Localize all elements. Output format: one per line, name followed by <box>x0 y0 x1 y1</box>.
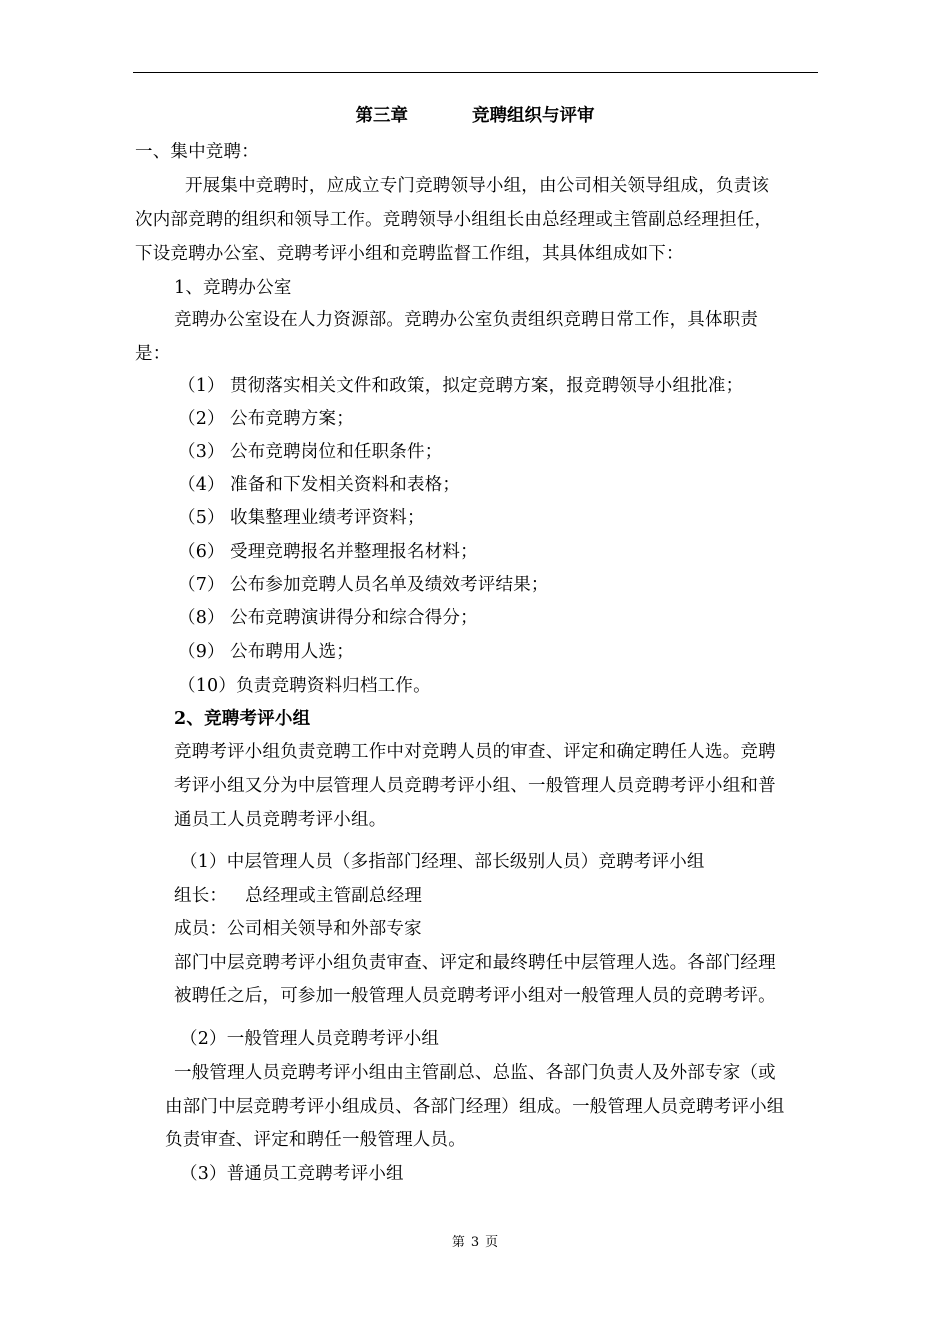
duty-item: （9） 公布聘用人选； <box>178 642 354 662</box>
duty-item: （4） 准备和下发相关资料和表格； <box>178 475 461 495</box>
general-panel-desc-2: 由部门中层竞聘考评小组成员、各部门经理）组成。一般管理人员竞聘考评小组 <box>165 1097 785 1117</box>
intro-line-3: 下设竞聘办公室、竞聘考评小组和竞聘监督工作组，其具体组成如下： <box>135 244 684 264</box>
intro-line-1: 开展集中竞聘时，应成立专门竞聘领导小组，由公司相关领导组成，负责该 <box>185 176 770 196</box>
office-desc-1: 竞聘办公室设在人力资源部。竞聘办公室负责组织竞聘日常工作，具体职责 <box>174 310 759 330</box>
page-number: 第 3 页 <box>451 1235 499 1250</box>
office-desc-2: 是： <box>135 344 171 364</box>
duty-item: （6） 受理竞聘报名并整理报名材料； <box>178 542 478 562</box>
section-heading: 一、集中竞聘： <box>135 142 259 162</box>
middle-panel-members: 成员：公司相关领导和外部专家 <box>174 919 422 939</box>
panel-heading: 2、竞聘考评小组 <box>174 709 311 729</box>
office-heading: 1、竞聘办公室 <box>174 278 292 298</box>
intro-line-2: 次内部竞聘的组织和领导工作。竞聘领导小组组长由总经理或主管副总经理担任， <box>135 210 773 230</box>
middle-panel-heading: （1）中层管理人员（多指部门经理、部长级别人员）竞聘考评小组 <box>180 852 705 872</box>
middle-panel-desc-2: 被聘任之后，可参加一般管理人员竞聘考评小组对一般管理人员的竞聘考评。 <box>174 986 776 1006</box>
panel-desc-2: 考评小组又分为中层管理人员竞聘考评小组、一般管理人员竞聘考评小组和普 <box>174 776 776 796</box>
duty-item: （1） 贯彻落实相关文件和政策，拟定竞聘方案，报竞聘领导小组批准； <box>178 376 744 396</box>
middle-panel-desc-1: 部门中层竞聘考评小组负责审查、评定和最终聘任中层管理人选。各部门经理 <box>174 953 776 973</box>
duty-item: （3） 公布竞聘岗位和任职条件； <box>178 442 443 462</box>
staff-panel-heading: （3）普通员工竞聘考评小组 <box>180 1164 404 1184</box>
header-rule <box>133 72 818 73</box>
duty-item: （7） 公布参加竞聘人员名单及绩效考评结果； <box>178 575 549 595</box>
panel-desc-1: 竞聘考评小组负责竞聘工作中对竞聘人员的审查、评定和确定聘任人选。竞聘 <box>174 742 776 762</box>
panel-desc-3: 通员工人员竞聘考评小组。 <box>174 810 387 830</box>
general-panel-heading: （2）一般管理人员竞聘考评小组 <box>180 1029 440 1049</box>
chapter-number: 第三章 <box>355 106 408 126</box>
duty-item: （5） 收集整理业绩考评资料； <box>178 508 425 528</box>
duty-item: （2） 公布竞聘方案； <box>178 409 354 429</box>
general-panel-desc-1: 一般管理人员竞聘考评小组由主管副总、总监、各部门负责人及外部专家（或 <box>174 1063 776 1083</box>
duty-item: （8） 公布竞聘演讲得分和综合得分； <box>178 608 478 628</box>
general-panel-desc-3: 负责审查、评定和聘任一般管理人员。 <box>165 1130 466 1150</box>
chapter-title <box>0 104 950 128</box>
chapter-name: 竞聘组织与评审 <box>472 106 595 126</box>
duty-item: （10）负责竞聘资料归档工作。 <box>178 676 431 696</box>
middle-panel-leader: 组长： 总经理或主管副总经理 <box>174 886 423 906</box>
